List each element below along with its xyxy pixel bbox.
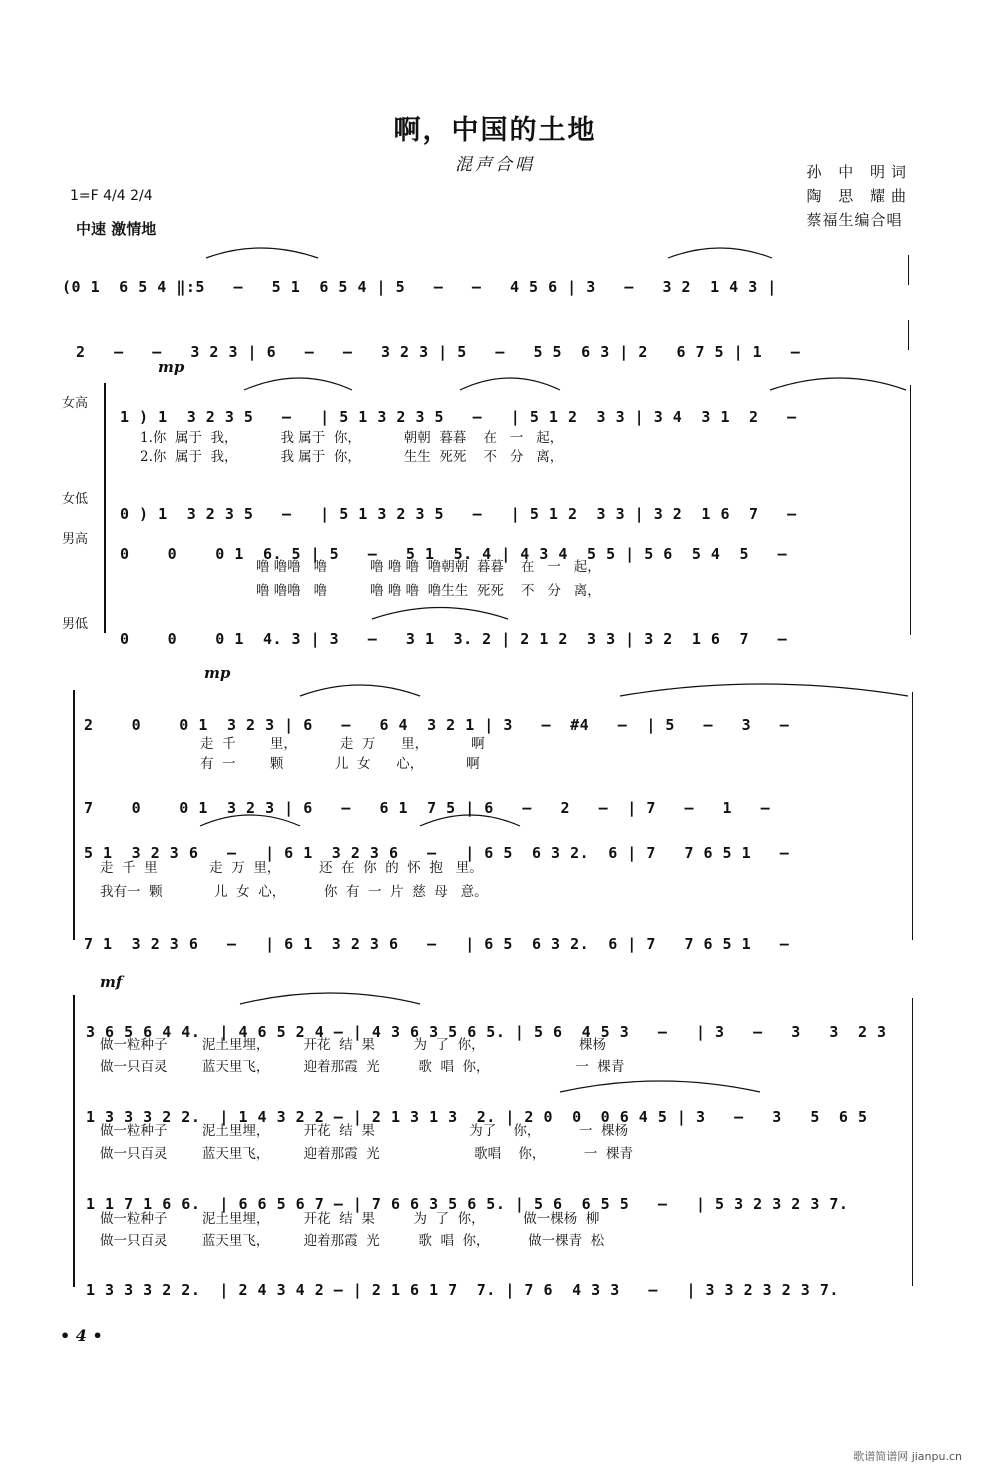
lyric-line: 走 千 里 走 万 里， 还 在 你 的 怀 抱 里。 [100,860,483,876]
notation-line: 3 6 5 6 4 4. | 4 6 5 2 4 – | 4 3 6 3 5 6 5. | 5 6 4 5 3 – | 3 – 3 3 2 3 [86,1023,887,1041]
notation-line: 5 1 3 2 3 6 – | 6 1 3 2 3 6 – | 6 5 6 3 2. 6 | 7 7 6 5 1 – [84,844,790,862]
notation-line: 1 3 3 3 2 2. | 1 4 3 2 2 – | 2 1 3 1 3 2. | 2 0 0 0 6 4 5 | 3 – 3 5 6 5 [86,1108,868,1126]
lyric-line: 做一粒种子 泥土里埋， 开花 结 果 为 了 你， 棵杨 [100,1037,607,1053]
page-number: • 4 • [60,1326,103,1345]
dynamic-mark: mf [100,973,123,991]
arranger: 蔡福生编合唱 [806,211,903,229]
slur [770,378,906,390]
slur [420,815,520,826]
slur [372,608,508,620]
notation-line: 1 ) 1 3 2 3 5 – | 5 1 3 2 3 5 – | 5 1 2 3 3 | 3 4 3 1 2 – [120,408,797,426]
slur [560,1081,760,1092]
lyric-line: 噜 噜噜 噜 噜 噜 噜 噜朝朝 暮暮 在 一 起， [256,559,601,575]
notation-line: 0 ) 1 3 2 3 5 – | 5 1 3 2 3 5 – | 5 1 2 3 3 | 3 2 1 6 7 – [120,505,797,523]
slur [200,815,300,826]
watermark: 歌谱简谱网 jianpu.cn [853,1450,962,1463]
voice-label-tenor: 男高 [62,532,89,547]
voice-label-alto: 女低 [62,492,89,507]
lyric-line: 做一粒种子 泥土里埋， 开花 结 果 为了 你， 一 棵杨 [100,1123,629,1139]
voice-label-soprano: 女高 [62,396,89,411]
notation-line: 0 0 0 1 6. 5 | 5 – 5 1 5. 4 | 4 3 4 5 5 | 5 6 5 4 5 – [120,545,788,563]
slur [300,685,420,696]
notation-line: 0 0 0 1 4. 3 | 3 – 3 1 3. 2 | 2 1 2 3 3 | 3 2 1 6 7 – [120,630,788,648]
notation-line: 2 0 0 1 3 2 3 | 6 – 6 4 3 2 1 | 3 – #4 – | 5 – 3 – [84,716,790,734]
notation-line: 7 0 0 1 3 2 3 | 6 – 6 1 7 5 | 6 – 2 – | 7 – 1 – [84,799,771,817]
subtitle: 混声合唱 [455,155,535,175]
slur [206,248,318,258]
lyric-line: 做一只百灵 蓝天里飞， 迎着那霞 光 歌唱 你， 一 棵青 [100,1146,634,1162]
slur [244,378,352,390]
lyricist: 孙 中 明词 [806,163,912,181]
dynamic-mark: mp [204,664,231,682]
notation-line: 7 1 3 2 3 6 – | 6 1 3 2 3 6 – | 6 5 6 3 2. 6 | 7 7 6 5 1 – [84,935,790,953]
notation-line: 1 1 7 1 6 6. | 6 6 5 6 7 – | 7 6 6 3 5 6 5. | 5 6 6 5 5 – | 5 3 2 3 2 3 7. [86,1195,849,1213]
song-title: 啊，中国的土地 [393,115,597,146]
composer: 陶 思 耀曲 [806,187,912,205]
key-signature: 1=F 4/4 2/4 [70,188,153,204]
slur [460,378,560,390]
lyric-line: 有 一 颗 儿 女 心， 啊 [200,756,480,772]
slur [240,993,420,1004]
notation-line: 1 3 3 3 2 2. | 2 4 3 4 2 – | 2 1 6 1 7 7. | 7 6 4 3 3 – | 3 3 2 3 2 3 7. [86,1281,839,1299]
lyric-line: 做一只百灵 蓝天里飞， 迎着那霞 光 歌 唱 你， 一 棵青 [100,1059,625,1075]
lyric-line: 我有一 颗 儿 女 心， 你 有 一 片 慈 母 意。 [100,884,488,900]
notation-line: (0 1 6 5 4 ‖:5 – 5 1 6 5 4 | 5 – – 4 5 6 | 3 – 3 2 1 4 3 | [62,278,777,296]
slur [668,248,772,258]
lyric-line: 噜 噜噜 噜 噜 噜 噜 噜生生 死死 不 分 离， [256,583,601,599]
tempo-marking: 中速 激情地 [76,220,157,238]
lyric-line: 1.你 属于 我， 我 属于 你， 朝朝 暮暮 在 一 起， [140,430,564,446]
dynamic-mark: mp [158,358,185,376]
lyric-line: 2.你 属于 我， 我 属于 你， 生生 死死 不 分 离， [140,449,564,465]
lyric-line: 走 千 里， 走 万 里， 啊 [200,736,485,752]
notation-line: 2 – – 3 2 3 | 6 – – 3 2 3 | 5 – 5 5 6 3 | 2 6 7 5 | 1 – [76,343,801,361]
slur [620,684,908,696]
lyric-line: 做一粒种子 泥土里埋， 开花 结 果 为 了 你， 做一棵杨 柳 [100,1211,600,1227]
lyric-line: 做一只百灵 蓝天里飞， 迎着那霞 光 歌 唱 你， 做一棵青 松 [100,1233,605,1249]
voice-label-bass: 男低 [62,617,89,632]
